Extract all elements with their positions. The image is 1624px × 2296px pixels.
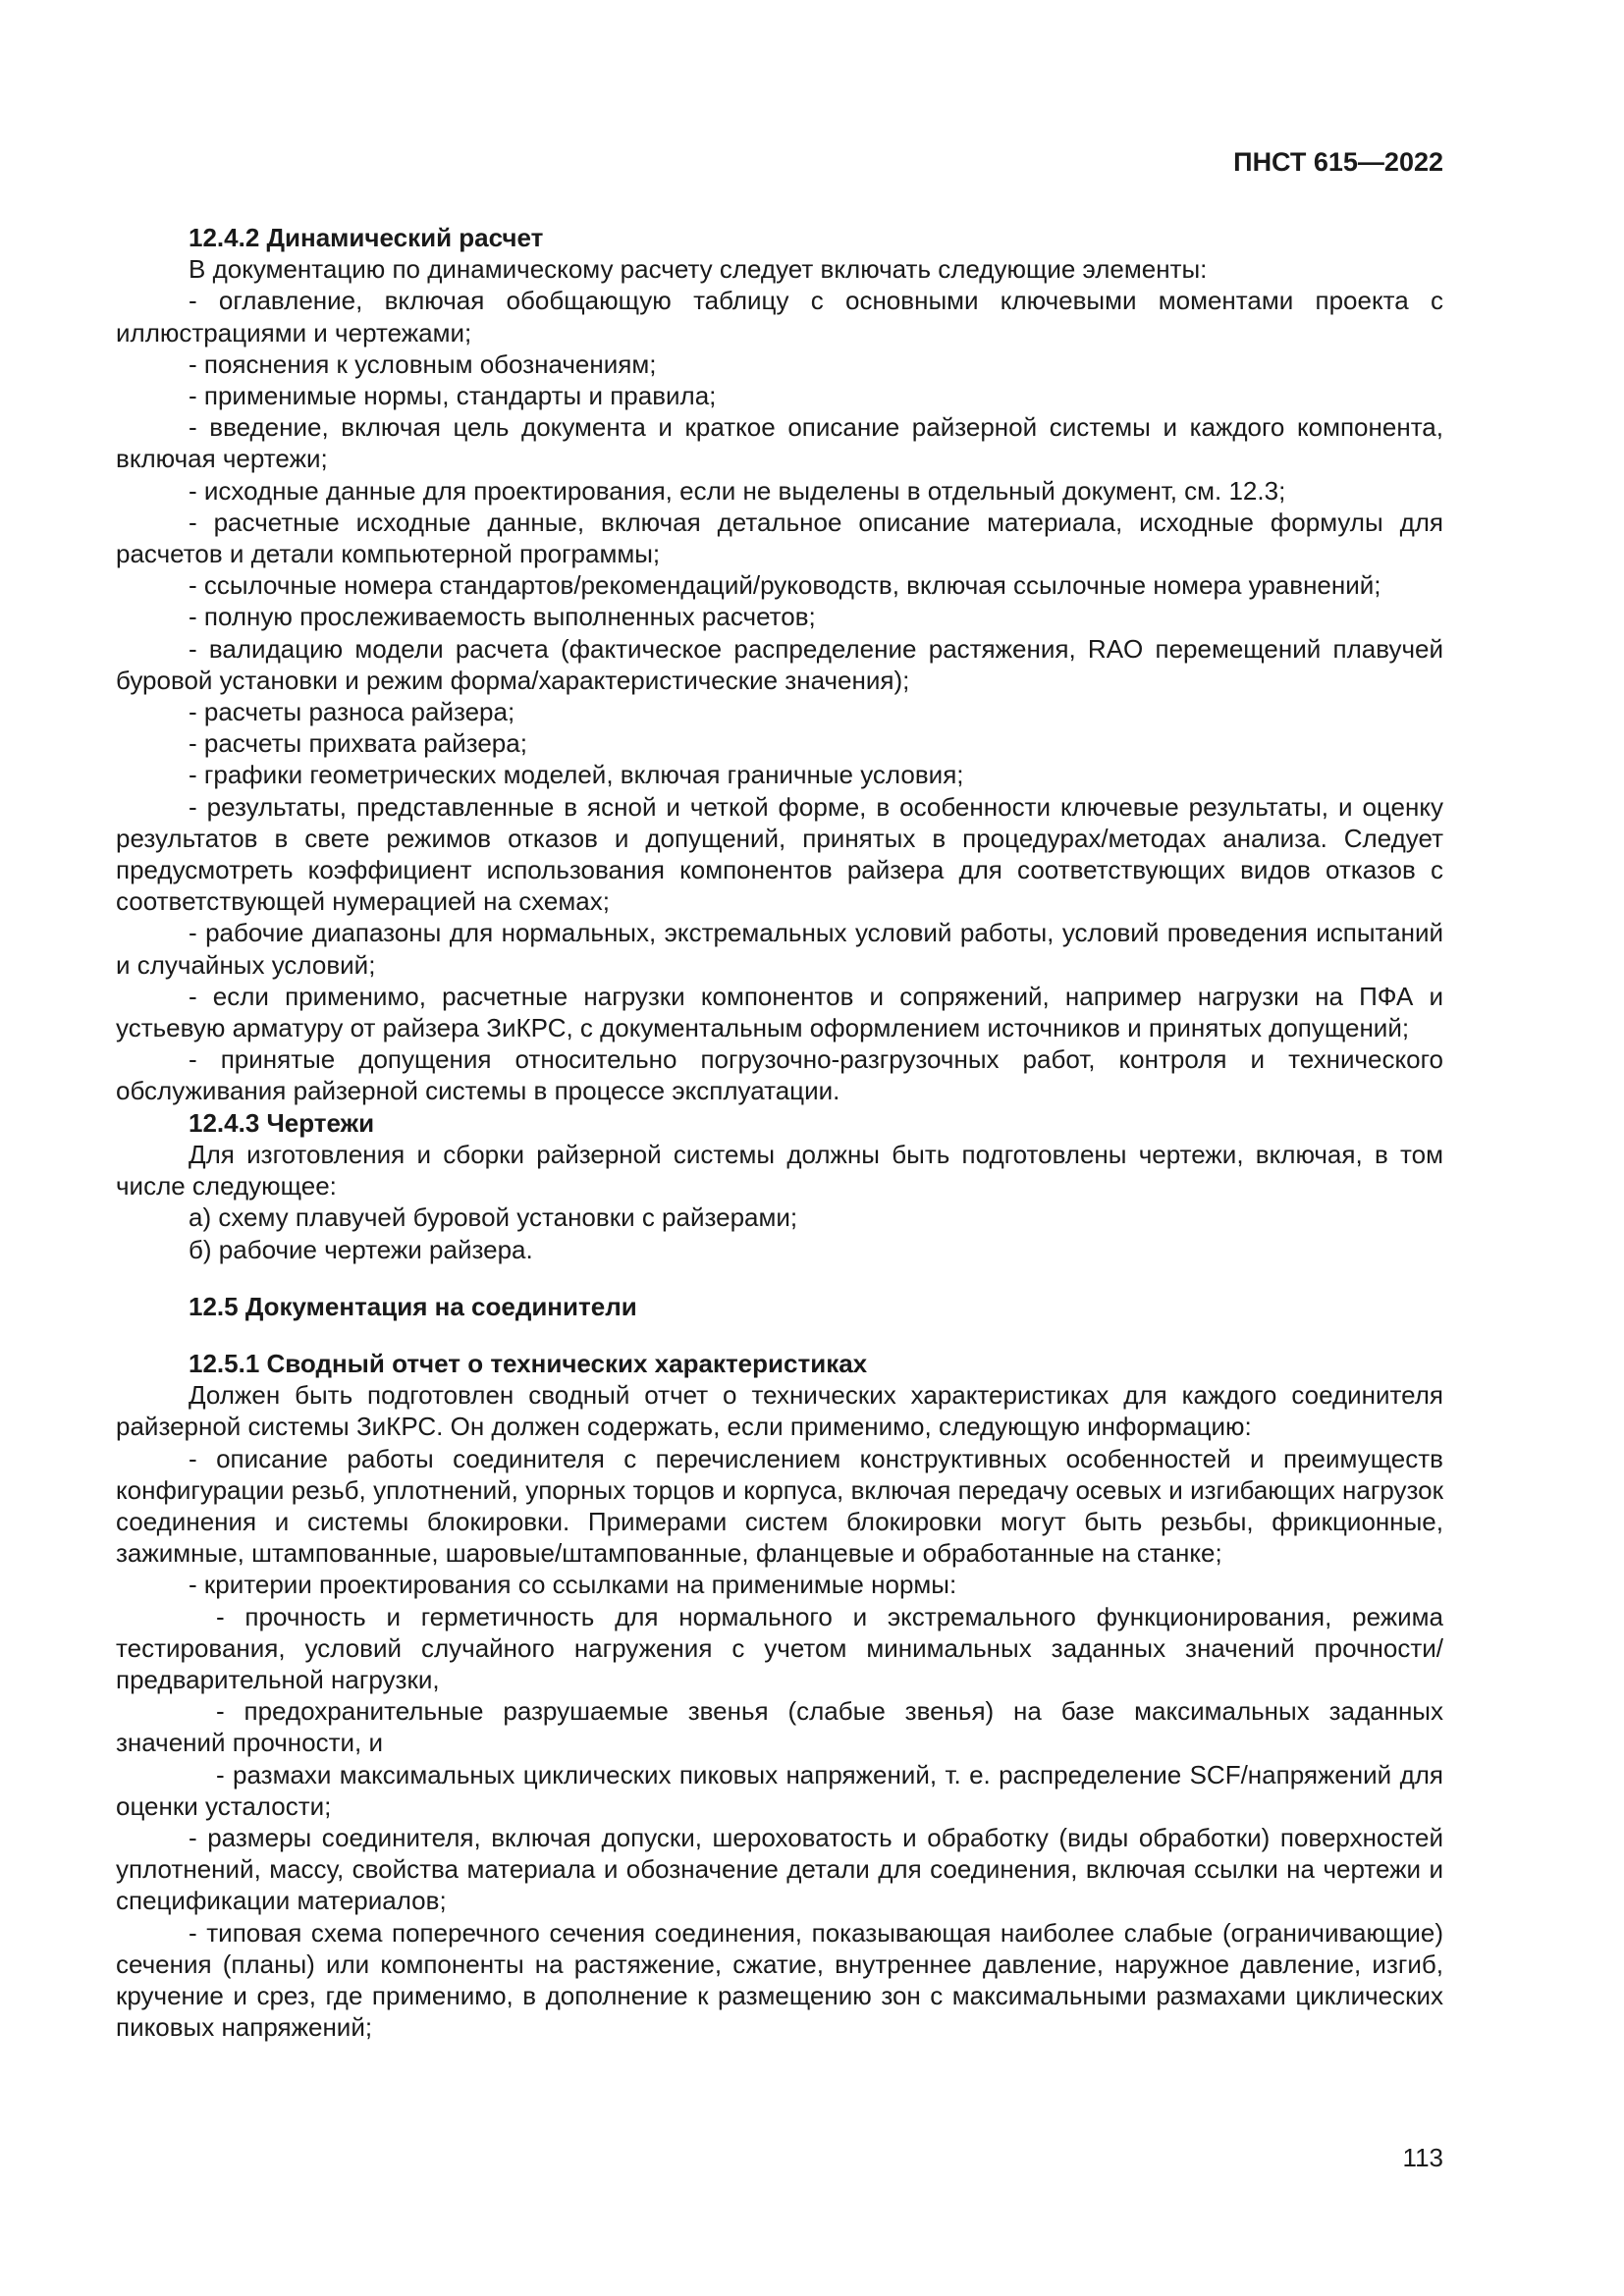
list-item: б) рабочие чертежи райзера. — [189, 1234, 533, 1264]
list-item: - рабочие диапазоны для нормальных, экстремальных условий работы, условий проведения испытаний и случайных условий; — [116, 918, 1443, 980]
section-heading: 12.4.2 Динамический расчет — [189, 223, 544, 252]
sub-list-item: - размахи максимальных циклических пиковых напряжений, т. е. распределение SCF/напряжений для оценки усталости; — [116, 1759, 1443, 1821]
list-item: - описание работы соединителя с перечислением конструктивных особенностей и преимуществ конфигурации резьб, уплотнений, упорных торцов и корпуса, включая передачу осевых и изгибающих нагрузок соединения и системы блокировки. Примерами систем блокировки могут быть резьбы, фрикционные, зажимные, штампованные, шаровые/штампованные, фланцевые и обработанные на станке; — [116, 1443, 1443, 1569]
list-item: - размеры соединителя, включая допуски, шероховатость и обработку (виды обработки) поверхностей уплотнений, массу, свойства материала и обозначение детали для соединения, включая ссылки на чертежи и спецификации материалов; — [116, 1822, 1443, 1916]
list-item: - типовая схема поперечного сечения соединения, показывающая наиболее слабые (ограничивающие) сечения (планы) или компоненты на растяжение, сжатие, внутреннее давление, наружное давление, изгиб, кручение и срез, где применимо, в дополнение к размещению зон с максимальными размахами циклических пиковых напряжений; — [116, 1917, 1443, 2043]
sub-list-item: - прочность и герметичность для нормального и экстремального функционирования, режима тестирования, условий случайного нагружения с учетом минимальных заданных значений прочности/предварительной нагрузки, — [116, 1601, 1443, 1694]
list-item: а) схему плавучей буровой установки с райзерами; — [189, 1202, 798, 1233]
section-heading: 12.5 Документация на соединители — [189, 1291, 637, 1321]
list-item: - если применимо, расчетные нагрузки компонентов и сопряжений, например нагрузки на ПФА и устьевую арматуру от райзера ЗиКРС, с документальным оформлением источников и принятых допущений; — [116, 981, 1443, 1043]
list-item: - ссылочные номера стандартов/рекомендаций/руководств, включая ссылочные номера уравнений; — [189, 570, 1381, 601]
paragraph: Должен быть подготовлен сводный отчет о технических характеристиках для каждого соединителя райзерной системы ЗиКРС. Он должен содержать, если применимо, следующую информацию: — [116, 1380, 1443, 1442]
list-item: - пояснения к условным обозначениям; — [189, 348, 657, 379]
section-heading: 12.4.3 Чертежи — [189, 1107, 375, 1138]
paragraph: Для изготовления и сборки райзерной системы должны быть подготовлены чертежи, включая, в том числе следующее: — [116, 1139, 1443, 1201]
list-item: - графики геометрических моделей, включая граничные условия; — [189, 760, 964, 790]
page-content — [116, 222, 1443, 2043]
list-item: - критерии проектирования со ссылками на применимые нормы: — [189, 1570, 957, 1600]
section-heading: 12.5.1 Сводный отчет о технических характеристиках — [189, 1348, 868, 1378]
list-item: - валидацию модели расчета (фактическое распределение растяжения, RAO перемещений плавучей буровой установки и режим форма/характеристические значения); — [116, 633, 1443, 695]
list-item: - исходные данные для проектирования, если не выделены в отдельный документ, см. 12.3; — [189, 475, 1286, 506]
paragraph: В документацию по динамическому расчету следует включать следующие элементы: — [189, 254, 1208, 285]
list-item: - расчеты прихвата райзера; — [189, 728, 527, 759]
list-item: - применимые нормы, стандарты и правила; — [189, 381, 717, 411]
list-item: - расчетные исходные данные, включая детальное описание материала, исходные формулы для расчетов и детали компьютерной программы; — [116, 507, 1443, 569]
page-number: 113 — [1402, 2143, 1443, 2172]
sub-list-item: - предохранительные разрушаемые звенья (слабые звенья) на базе максимальных заданных значений прочности, и — [116, 1696, 1443, 1758]
list-item: - расчеты разноса райзера; — [189, 697, 515, 727]
list-item: - оглавление, включая обобщающую таблицу с основными ключевыми моментами проекта с иллюстрациями и чертежами; — [116, 286, 1443, 347]
list-item: - полную прослеживаемость выполненных расчетов; — [189, 602, 816, 632]
list-item: - введение, включая цель документа и краткое описание райзерной системы и каждого компонента, включая чертежи; — [116, 412, 1443, 474]
document-code: ПНСТ 615—2022 — [1233, 147, 1443, 177]
list-item: - принятые допущения относительно погрузочно-разгрузочных работ, контроля и технического обслуживания райзерной системы в процессе эксплуатации. — [116, 1044, 1443, 1106]
list-item: - результаты, представленные в ясной и четкой форме, в особенности ключевые результаты, и оценку результатов в свете режимов отказов и допущений, принятых в процедурах/методах анализа. Следует предусмотреть коэффициент использования компонентов райзера для соответствующих видов отказов с соответствующей нумерацией на схемах; — [116, 791, 1443, 917]
